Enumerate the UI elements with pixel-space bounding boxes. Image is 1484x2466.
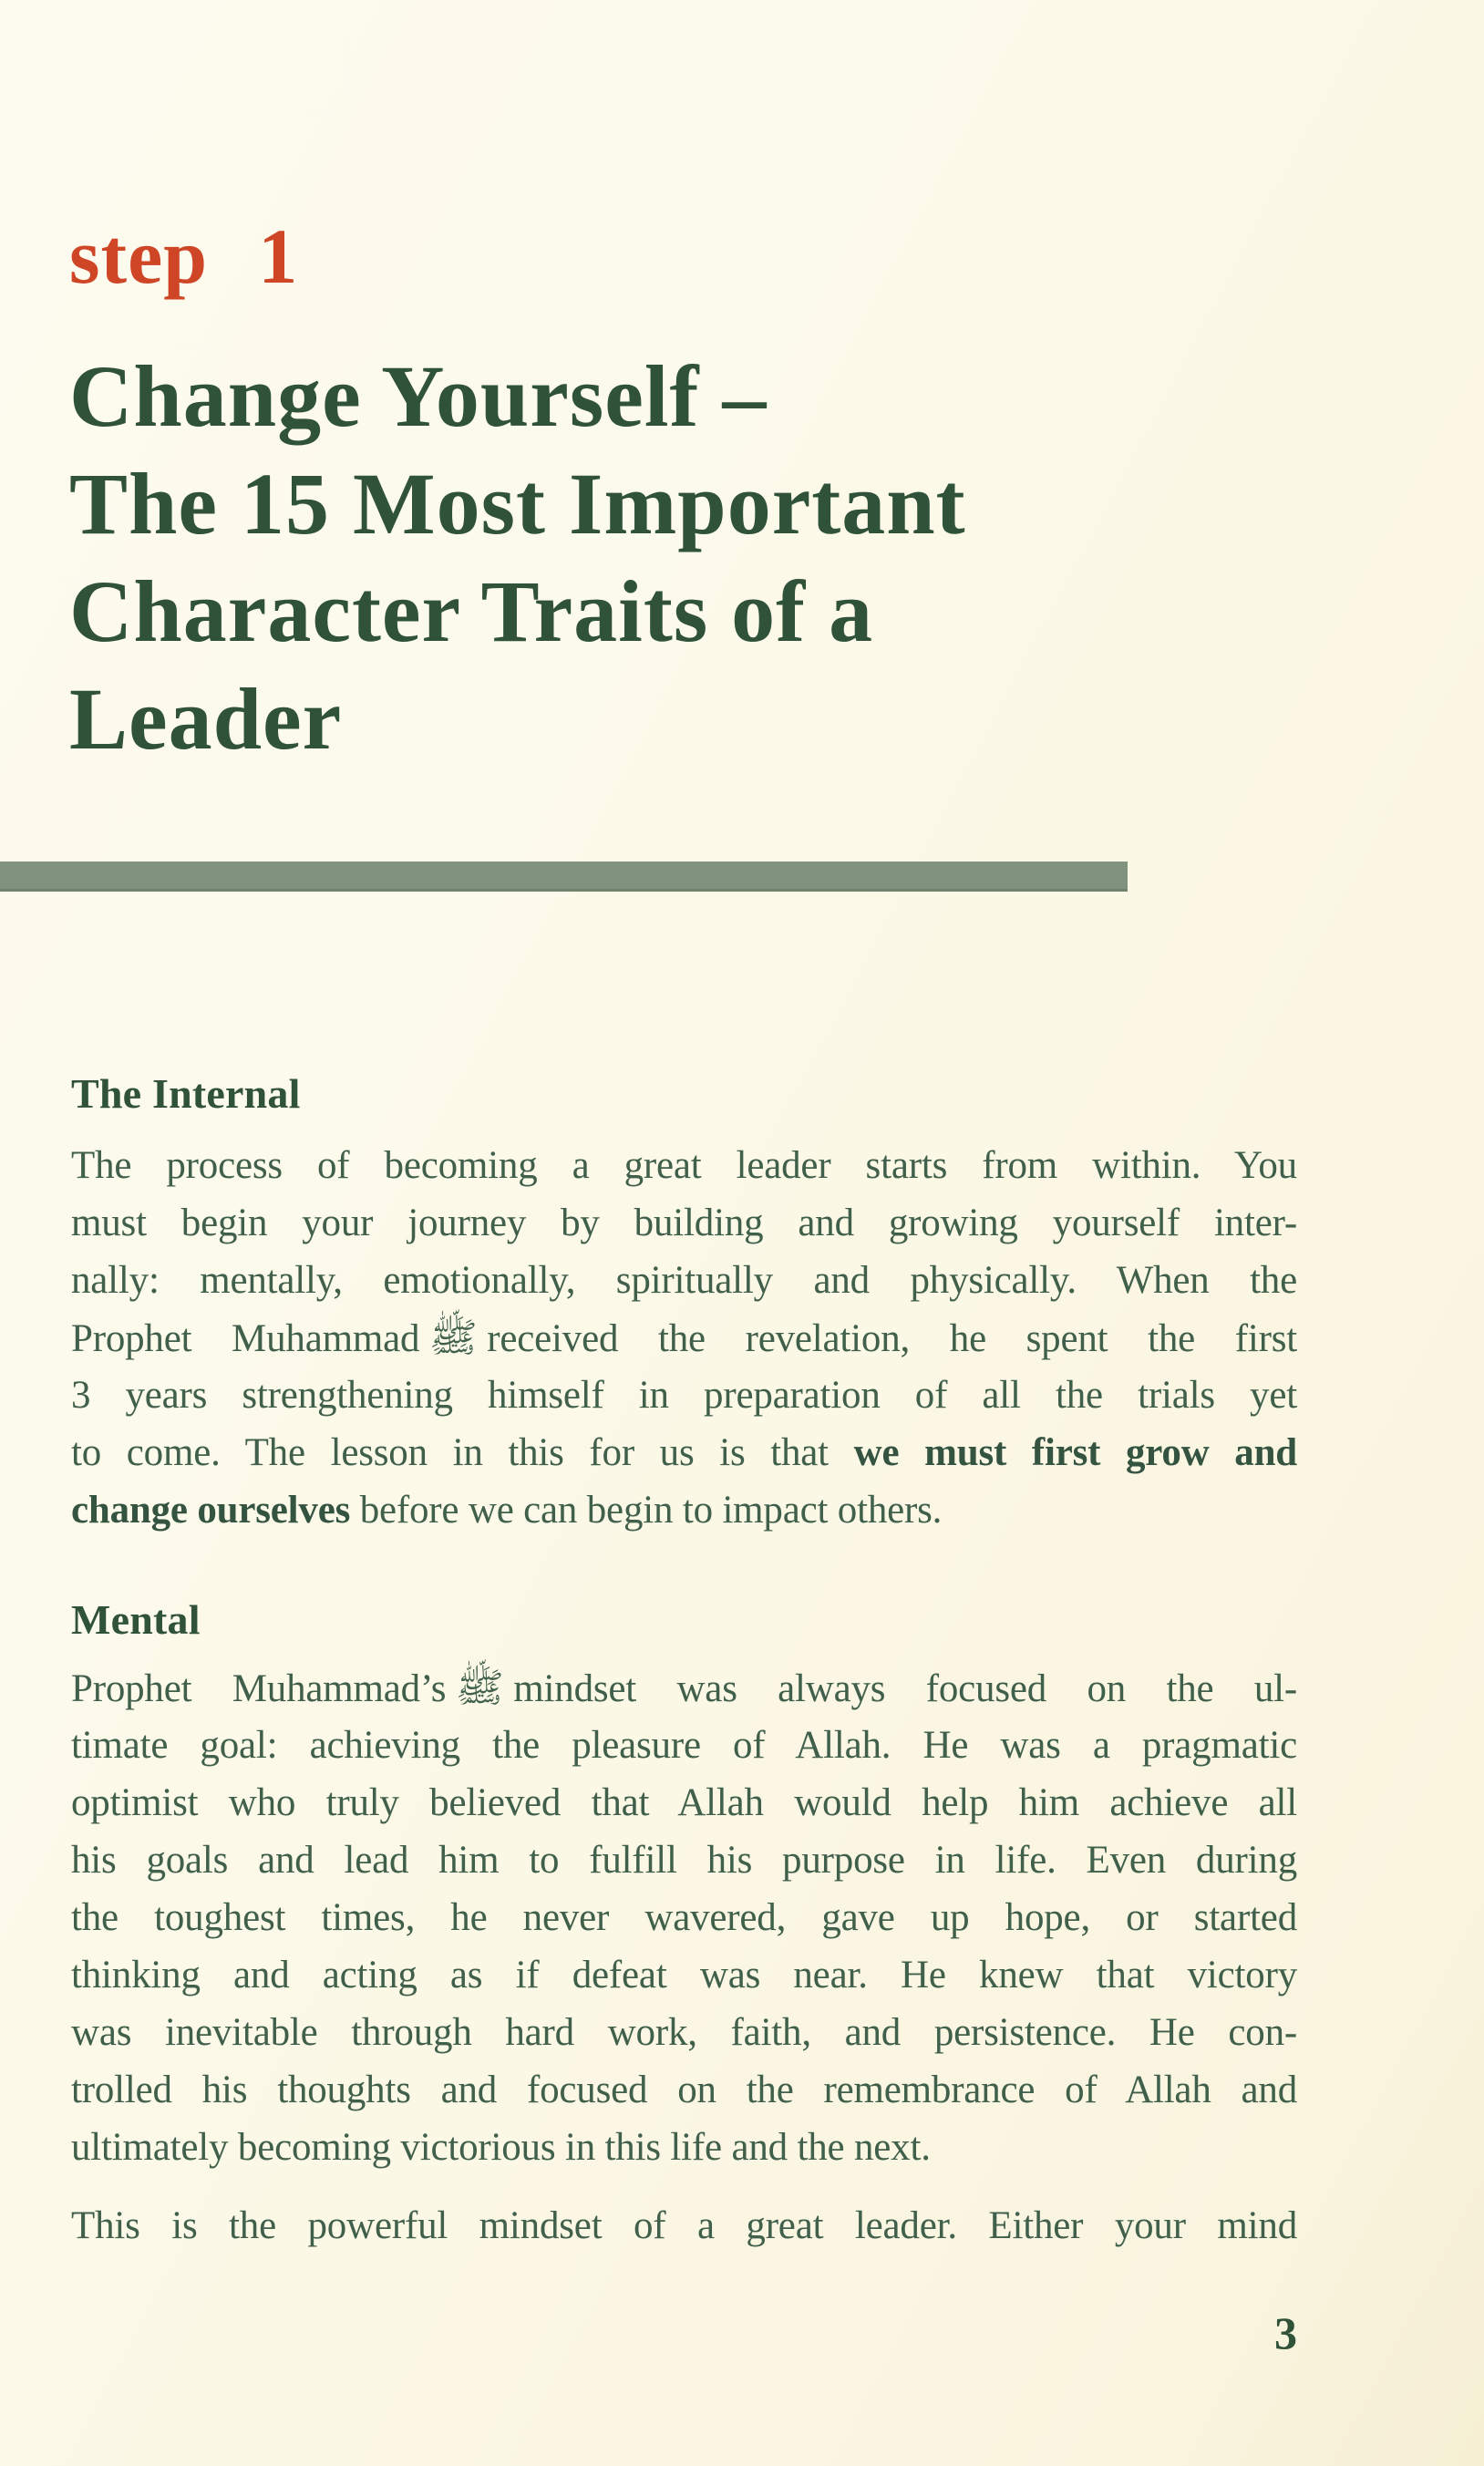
text-line: his goals and lead him to fulfill his purpose in life. Even during xyxy=(71,1839,1297,1882)
text-line xyxy=(71,1424,1297,1481)
chapter-title-line-4: Leader xyxy=(69,670,343,768)
paragraph-the-internal xyxy=(71,1137,1297,1539)
text-line: must begin your journey by building and growing yourself inter- xyxy=(71,1202,1297,1244)
text-segment: received the revelation, he spent the first xyxy=(487,1317,1297,1360)
text-line: the toughest times, he never wavered, gave up hope, or started xyxy=(71,1896,1297,1939)
text-line: nally: mentally, emotionally, spiritually and physically. When the xyxy=(71,1259,1297,1302)
pbuh-calligraphy-symbol: ﷺ xyxy=(428,1315,478,1361)
text-line xyxy=(71,1659,1297,1717)
step-label: step 1 xyxy=(69,212,299,300)
text-line: was inevitable through hard work, faith, and persistence. He con- xyxy=(71,2011,1297,2054)
text-line xyxy=(71,1309,1297,1367)
text-segment: Prophet Muhammad’s xyxy=(71,1667,447,1710)
chapter-title-line-3: Character Traits of a xyxy=(69,562,874,660)
text-line: ultimately becoming victorious in this life and the next. xyxy=(71,2126,931,2169)
paragraph-mindset-continued xyxy=(71,2197,1297,2254)
text-line: optimist who truly believed that Allah would help him achieve all xyxy=(71,1781,1297,1824)
text-line: 3 years strengthening himself in preparation of all the trials yet xyxy=(71,1374,1297,1417)
text-line xyxy=(71,1481,1297,1539)
divider-bar xyxy=(0,862,1128,892)
text-segment: before we can begin to impact others. xyxy=(350,1489,943,1532)
chapter-title-line-2: The 15 Most Important xyxy=(69,455,966,552)
bold-text-segment: change ourselves xyxy=(71,1489,351,1532)
text-line: timate goal: achieving the pleasure of Allah. He was a pragmatic xyxy=(71,1724,1297,1767)
chapter-title xyxy=(69,343,966,773)
text-line: The process of becoming a great leader starts from within. You xyxy=(71,1144,1297,1187)
paragraph-mental xyxy=(71,1659,1297,2176)
text-segment: Prophet Muhammad xyxy=(71,1317,420,1360)
text-segment: mindset was always focused on the ul- xyxy=(513,1667,1297,1710)
section-heading-the-internal: The Internal xyxy=(71,1070,301,1117)
text-line: trolled his thoughts and focused on the remembrance of Allah and xyxy=(71,2069,1297,2111)
section-heading-mental: Mental xyxy=(71,1596,201,1643)
bold-text-segment: we must first grow and xyxy=(853,1431,1297,1474)
pbuh-calligraphy-symbol: ﷺ xyxy=(455,1665,504,1711)
chapter-title-line-1: Change Yourself – xyxy=(69,347,768,445)
text-line: thinking and acting as if defeat was near. He knew that victory xyxy=(71,1954,1297,1997)
text-segment: to come. The lesson in this for us is that xyxy=(71,1431,854,1474)
text-line: This is the powerful mindset of a great leader. Either your mind xyxy=(71,2204,1297,2247)
page-number: 3 xyxy=(1274,2307,1297,2358)
